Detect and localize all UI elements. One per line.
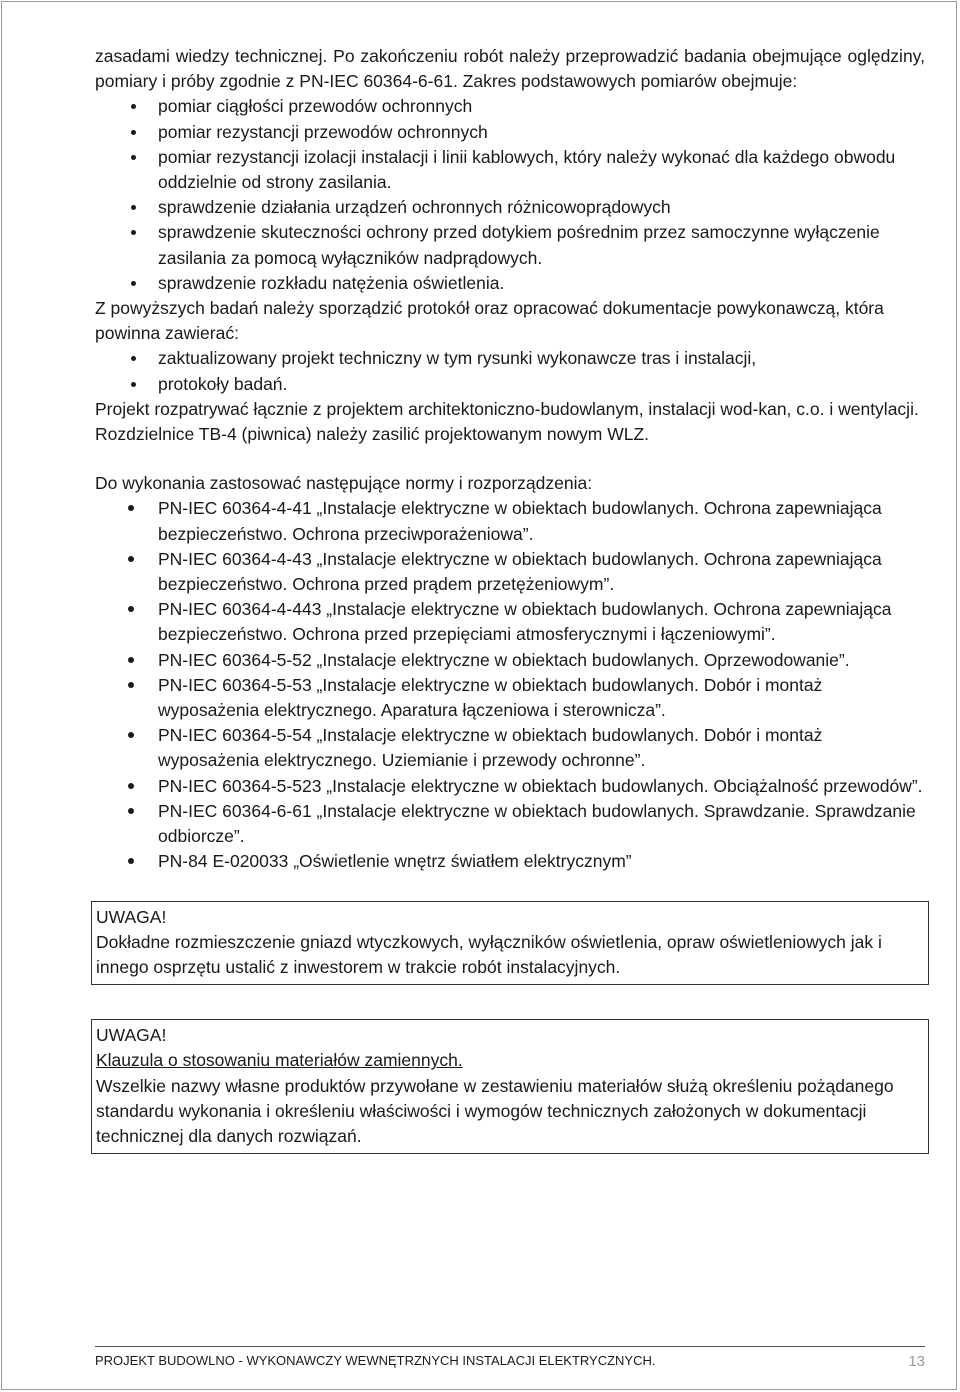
protocol-paragraph: Z powyższych badań należy sporządzić protokół oraz opracować dokumentacje powykonawczą, która powinna zawierać: [95,298,884,344]
norm-item: PN-IEC 60364-4-43 „Instalacje elektryczne w obiektach budowlanych. Ochrona zapewniająca bezpieczeństwo. Ochrona przed prądem przetężeniowym”. [95,547,925,597]
list-item: pomiar rezystancji izolacji instalacji i linii kablowych, który należy wykonać dla każdego obwodu oddzielnie od strony zasilania. [95,145,925,195]
spacer [95,447,925,471]
norm-item: PN-IEC 60364-5-54 „Instalacje elektryczne w obiektach budowlanych. Dobór i montaż wyposażenia elektrycznego. Uziemianie i przewody ochronne”. [95,723,925,773]
norm-item: PN-IEC 60364-5-53 „Instalacje elektryczne w obiektach budowlanych. Dobór i montaż wyposażenia elektrycznego. Aparatura łączeniowa i sterownicza”. [95,673,925,723]
notice-title: UWAGA! [96,1025,167,1046]
notice-text: Wszelkie nazwy własne produktów przywołane w zestawieniu materiałów służą określeniu pożądanego standardu wykonania i określeniu właściwości i wymogów technicznych założonych w dokumentacji technicznej dla danych rozwiązań. [96,1075,894,1146]
notice-box-materials [91,1019,929,1154]
norm-item: PN-84 E-020033 „Oświetlenie wnętrz światłem elektrycznym” [95,849,925,874]
norm-item: PN-IEC 60364-4-443 „Instalacje elektryczne w obiektach budowlanych. Ochrona zapewniająca bezpieczeństwo. Ochrona przed przepięciami atmosferycznymi i łączeniowymi”. [95,597,925,647]
notice-heading: Klauzula o stosowaniu materiałów zamiennych. [96,1050,463,1071]
list-item: zaktualizowany projekt techniczny w tym rysunki wykonawcze tras i instalacji, [95,346,925,371]
list-item: sprawdzenie działania urządzeń ochronnych różnicowoprądowych [95,195,925,220]
switchboard-paragraph: Rozdzielnice TB-4 (piwnica) należy zasilić projektowanym nowym WLZ. [95,424,650,445]
notice-box-layout [91,901,929,986]
project-paragraph: Projekt rozpatrywać łącznie z projektem architektoniczno-budowlanym, instalacji wod-kan, c.o. i wentylacji. [95,398,919,419]
list-item: pomiar ciągłości przewodów ochronnych [95,94,925,119]
norm-item: PN-IEC 60364-4-41 „Instalacje elektryczne w obiektach budowlanych. Ochrona zapewniająca bezpieczeństwo. Ochrona przeciwporażeniowa”. [95,496,925,546]
notice-text: Dokładne rozmieszczenie gniazd wtyczkowych, wyłączników oświetlenia, opraw oświetleniowych jak i innego osprzętu ustalić z inwestorem w trakcie robót instalacyjnych. [96,931,882,977]
norms-list [95,496,925,874]
measurements-list [95,94,925,296]
intro-paragraph: zasadami wiedzy technicznej. Po zakończeniu robót należy przeprowadzić badania obejmujące oględziny, pomiary i próby zgodnie z PN-IEC 60364-6-61. Zakres podstawowych pomiarów obejmuje: [95,46,925,92]
norm-item: PN-IEC 60364-6-61 „Instalacje elektryczne w obiektach budowlanych. Sprawdzanie. Sprawdzanie odbiorcze”. [95,799,925,849]
footer-title: PROJEKT BUDOWLNO - WYKONAWCZY WEWNĘTRZNYCH INSTALACJI ELEKTRYCZNYCH. [95,1353,656,1368]
norms-intro: Do wykonania zastosować następujące normy i rozporządzenia: [95,473,593,494]
document-body [95,44,925,1154]
list-item: sprawdzenie rozkładu natężenia oświetlenia. [95,271,925,296]
list-item: protokoły badań. [95,372,925,397]
list-item: sprawdzenie skuteczności ochrony przed dotykiem pośrednim przez samoczynne wyłączenie zasilania za pomocą wyłączników nadprądowych. [95,220,925,270]
list-item: pomiar rezystancji przewodów ochronnych [95,120,925,145]
notice-title: UWAGA! [96,906,167,927]
documentation-list [95,346,925,396]
norm-item: PN-IEC 60364-5-523 „Instalacje elektryczne w obiektach budowlanych. Obciążalność przewodów”. [95,774,925,799]
page-number: 13 [908,1353,925,1370]
page-footer [95,1346,925,1368]
norm-item: PN-IEC 60364-5-52 „Instalacje elektryczne w obiektach budowlanych. Oprzewodowanie”. [95,648,925,673]
